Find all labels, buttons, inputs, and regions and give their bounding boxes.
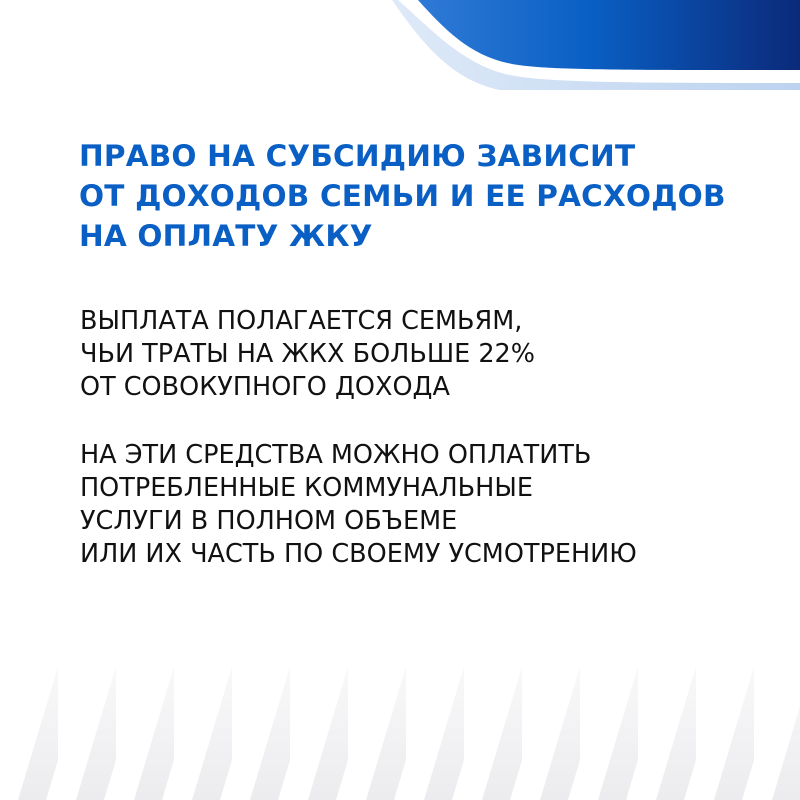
paragraph-line: ВЫПЛАТА ПОЛАГАЕТСЯ СЕМЬЯМ, (80, 306, 523, 336)
corner-wave-decoration (0, 0, 800, 90)
paragraph-usage (80, 439, 637, 571)
paragraph-line: УСЛУГИ В ПОЛНОМ ОБЪЕМЕ (80, 506, 458, 536)
paragraph-line: ЧЬИ ТРАТЫ НА ЖКХ БОЛЬШЕ 22% (80, 339, 536, 369)
paragraph-line: ИЛИ ИХ ЧАСТЬ ПО СВОЕМУ УСМОТРЕНИЮ (80, 539, 637, 569)
wave-fill (418, 0, 800, 70)
headline-line: НА ОПЛАТУ ЖКУ (79, 219, 373, 253)
paragraph-line: ПОТРЕБЛЕННЫЕ КОММУНАЛЬНЫЕ (80, 473, 533, 503)
headline-line: ОТ ДОХОДОВ СЕМЬИ И ЕЕ РАСХОДОВ (79, 179, 726, 213)
headline-line: ПРАВО НА СУБСИДИЮ ЗАВИСИТ (79, 139, 636, 173)
paragraph-line: НА ЭТИ СРЕДСТВА МОЖНО ОПЛАТИТЬ (80, 440, 592, 470)
diagonal-stripes-decoration (0, 600, 800, 800)
paragraph-eligibility (80, 305, 535, 404)
paragraph-line: ОТ СОВОКУПНОГО ДОХОДА (80, 372, 450, 402)
headline (79, 136, 726, 256)
